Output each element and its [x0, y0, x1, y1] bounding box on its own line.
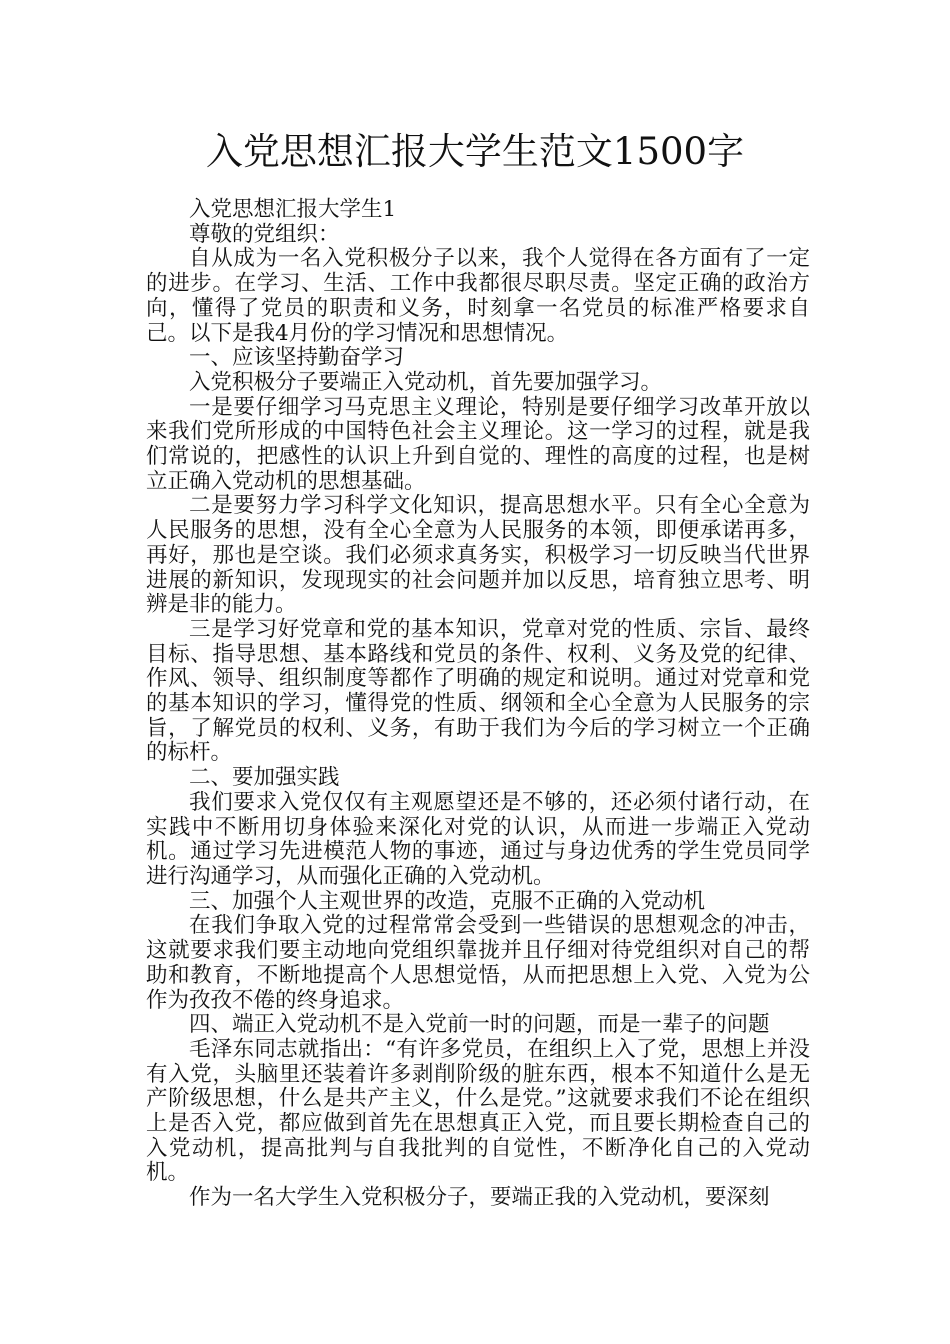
section-heading: 一、应该坚持勤奋学习 — [189, 345, 405, 371]
section-heading: 三、加强个人主观世界的改造，克服不正确的入党动机 — [189, 888, 706, 914]
salutation: 尊敬的党组织： — [189, 221, 340, 247]
paragraph: 我们要求入党仅仅有主观愿望还是不够的，还必须付诸行动，在实践中不断用切身体验来深化对党的认识，从而进一步端正入党动机。通过学习先进模范人物的事迹，通过与身边优秀的学生党员同学进行沟通学习，从而强化正确的入党动机。 — [146, 789, 810, 889]
paragraph: 作为一名大学生入党积极分子，要端正我的入党动机，要深刻 — [189, 1185, 770, 1211]
paragraph: 三是学习好党章和党的基本知识，党章对党的性质、宗旨、最终目标、指导思想、基本路线和党员的条件、权利、义务及党的纪律、作风、领导、组织制度等都作了明确的规定和说明。通过对党章和党的基本知识的学习，懂得党的性质、纲领和全心全意为人民服务的宗旨，了解党员的权利、义务，有助于我们为今后的学习树立一个正确的标杆。 — [146, 616, 810, 766]
paragraph: 入党积极分子要端正入党动机，首先要加强学习。 — [189, 369, 663, 395]
paragraph: 毛泽东同志就指出：“有许多党员，在组织上入了党，思想上并没有入党，头脑里还装着许多剥削阶级的脏东西，根本不知道什么是无产阶级思想，什么是共产主义，什么是党。”这就要求我们不论在组织上是否入党，都应做到首先在思想真正入党，而且要长期检查自己的入党动机，提高批判与自我批判的自觉性，不断净化自己的入党动机。 — [146, 1036, 810, 1186]
section-heading: 入党思想汇报大学生1 — [189, 197, 397, 222]
paragraph: 二是要努力学习科学文化知识，提高思想水平。只有全心全意为人民服务的思想，没有全心全意为人民服务的本领，即便承诺再多，再好，那也是空谈。我们必须求真务实，积极学习一切反映当代世界进展的新知识，发现现实的社会问题并加以反思，培育独立思考、明辨是非的能力。 — [146, 493, 810, 618]
section-heading: 二、要加强实践 — [189, 765, 340, 791]
paragraph: 在我们争取入党的过程常常会受到一些错误的思想观念的冲击，这就要求我们要主动地向党组织靠拢并且仔细对待党组织对自己的帮助和教育，不断地提高个人思想觉悟，从而把思想上入党、入党为公作为孜孜不倦的终身追求。 — [146, 913, 810, 1013]
section-heading: 四、端正入党动机不是入党前一时的问题，而是一辈子的问题 — [189, 1012, 770, 1038]
paragraph: 一是要仔细学习马克思主义理论，特别是要仔细学习改革开放以来我们党所形成的中国特色社会主义理论。这一学习的过程，就是我们常说的，把感性的认识上升到自觉的、理性的高度的过程，也是树立正确入党动机的思想基础。 — [146, 394, 810, 494]
document-body — [146, 198, 810, 1211]
document-title: 入党思想汇报大学生范文1500字 — [205, 130, 745, 173]
paragraph: 自从成为一名入党积极分子以来，我个人觉得在各方面有了一定的进步。在学习、生活、工作中我都很尽职尽责。坚定正确的政治方向，懂得了党员的职责和义务，时刻拿一名党员的标准严格要求自己。以下是我4月份的学习情况和思想情况。 — [146, 246, 810, 346]
